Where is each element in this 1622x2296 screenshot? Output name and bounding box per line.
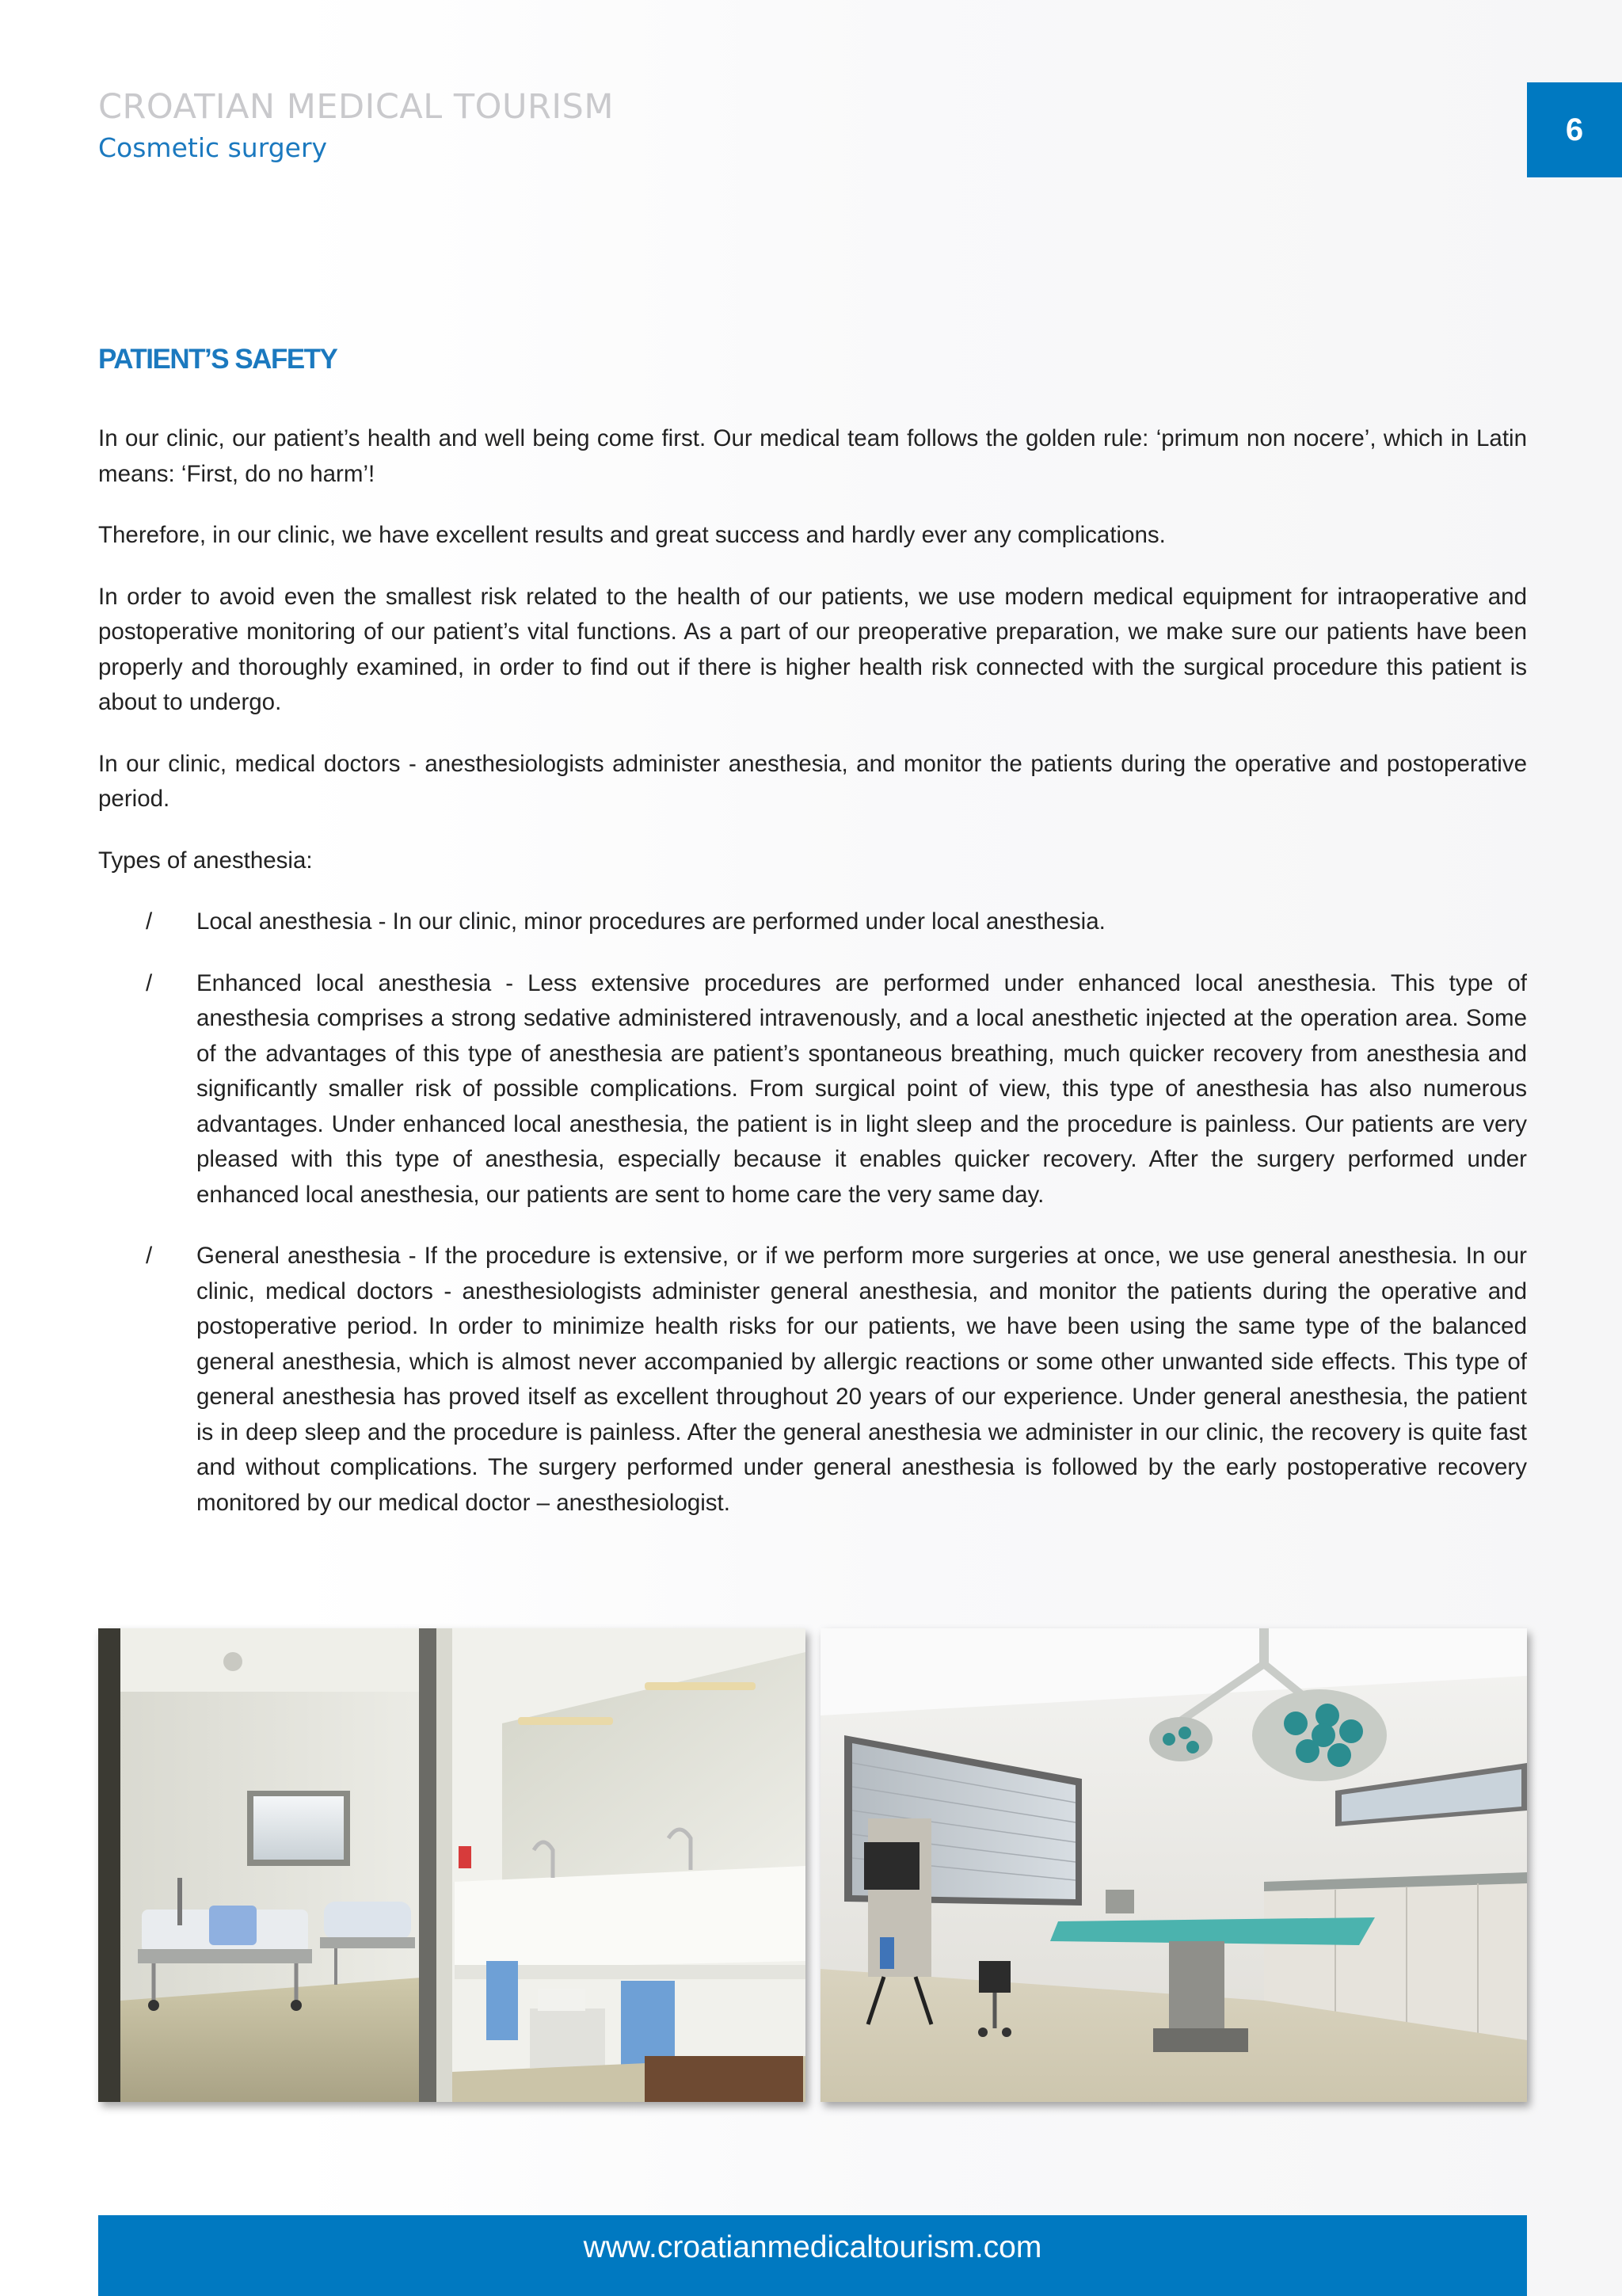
bullet-slash: / [146,969,153,996]
page-header [98,86,1286,166]
anesthesia-types-list [98,904,1527,1521]
bullet-slash: / [146,1243,153,1269]
section-heading: PATIENT’S SAFETY [98,344,337,375]
main-content [98,342,1527,1547]
paragraph: In our clinic, our patient’s health and well being come first. Our medical team follows the golden rule: ‘primum non nocere’, which in Latin means: ‘First, do no harm’! [98,425,1527,487]
operating-room-photo [821,1628,1527,2102]
bullet-slash: / [146,908,153,935]
list-item [98,966,1527,1213]
footer-bar [98,2215,1527,2296]
paragraph: Types of anesthesia: [98,847,313,874]
website-url: www.croatianmedicaltourism.com [583,2230,1042,2264]
page-number-badge [1527,82,1622,177]
list-item-text: Local anesthesia - In our clinic, minor procedures are performed under local anesthesia. [196,908,1106,935]
list-item-text: Enhanced local anesthesia - Less extensive procedures are performed under enhanced local anesthesia. This type of anesthesia comprises a strong sedative administered intravenously, and a local anesthetic injected at the operation area. Some of the advantages of this type of anesthesia are patient’s spontaneous breathing, much quicker recovery from anesthesia and significantly smaller risk of possible complications. From surgical point of view, this type of anesthesia has also numerous advantages. Under enhanced local anesthesia, the patient is in light sleep and the procedure is painless. Our patients are very pleased with this type of anesthesia, especially because it enables quicker recovery. After the surgery performed under enhanced local anesthesia, our patients are sent to home care the very same day. [196,969,1527,1208]
list-item [98,904,1527,940]
paragraph: In our clinic, medical doctors - anesthesiologists administer anesthesia, and monitor the patients during the operative and postoperative period. [98,750,1527,812]
paragraph: Therefore, in our clinic, we have excellent results and great success and hardly ever any complications. [98,522,1166,548]
list-item-text: General anesthesia - If the procedure is extensive, or if we perform more surgeries at once, we use general anesthesia. In our clinic, medical doctors - anesthesiologists administer general anesthesia, and monitor the patients during the operative and postoperative period. In order to minimize health risks for our patients, we have been using the same type of the balanced general anesthesia, which is almost never accompanied by allergic reactions or some other unwanted side effects. This type of general anesthesia has proved itself as excellent throughout 20 years of our experience. Under general anesthesia, the patient is in deep sleep and the procedure is painless. After the general anesthesia we administer in our clinic, the recovery is quite fast and without complications. The surgery performed under general anesthesia is followed by the early postoperative recovery monitored by our medical doctor – anesthesiologist. [196,1243,1527,1516]
recovery-room-illustration [98,1628,805,2102]
recovery-room-photo [98,1628,805,2102]
page-number: 6 [1565,112,1584,147]
operating-room-illustration [821,1628,1527,2102]
paragraph: In order to avoid even the smallest risk related to the health of our patients, we use modern medical equipment for intraoperative and postoperative monitoring of our patient’s vital functions. As a part of our preoperative preparation, we make sure our patients have been properly and thoroughly examined, in order to find out if there is higher health risk connected with the surgical procedure this patient is about to undergo. [98,583,1527,715]
document-title: CROATIAN MEDICAL TOURISM [98,87,614,127]
list-item [98,1239,1527,1521]
document-subtitle: Cosmetic surgery [98,132,328,163]
